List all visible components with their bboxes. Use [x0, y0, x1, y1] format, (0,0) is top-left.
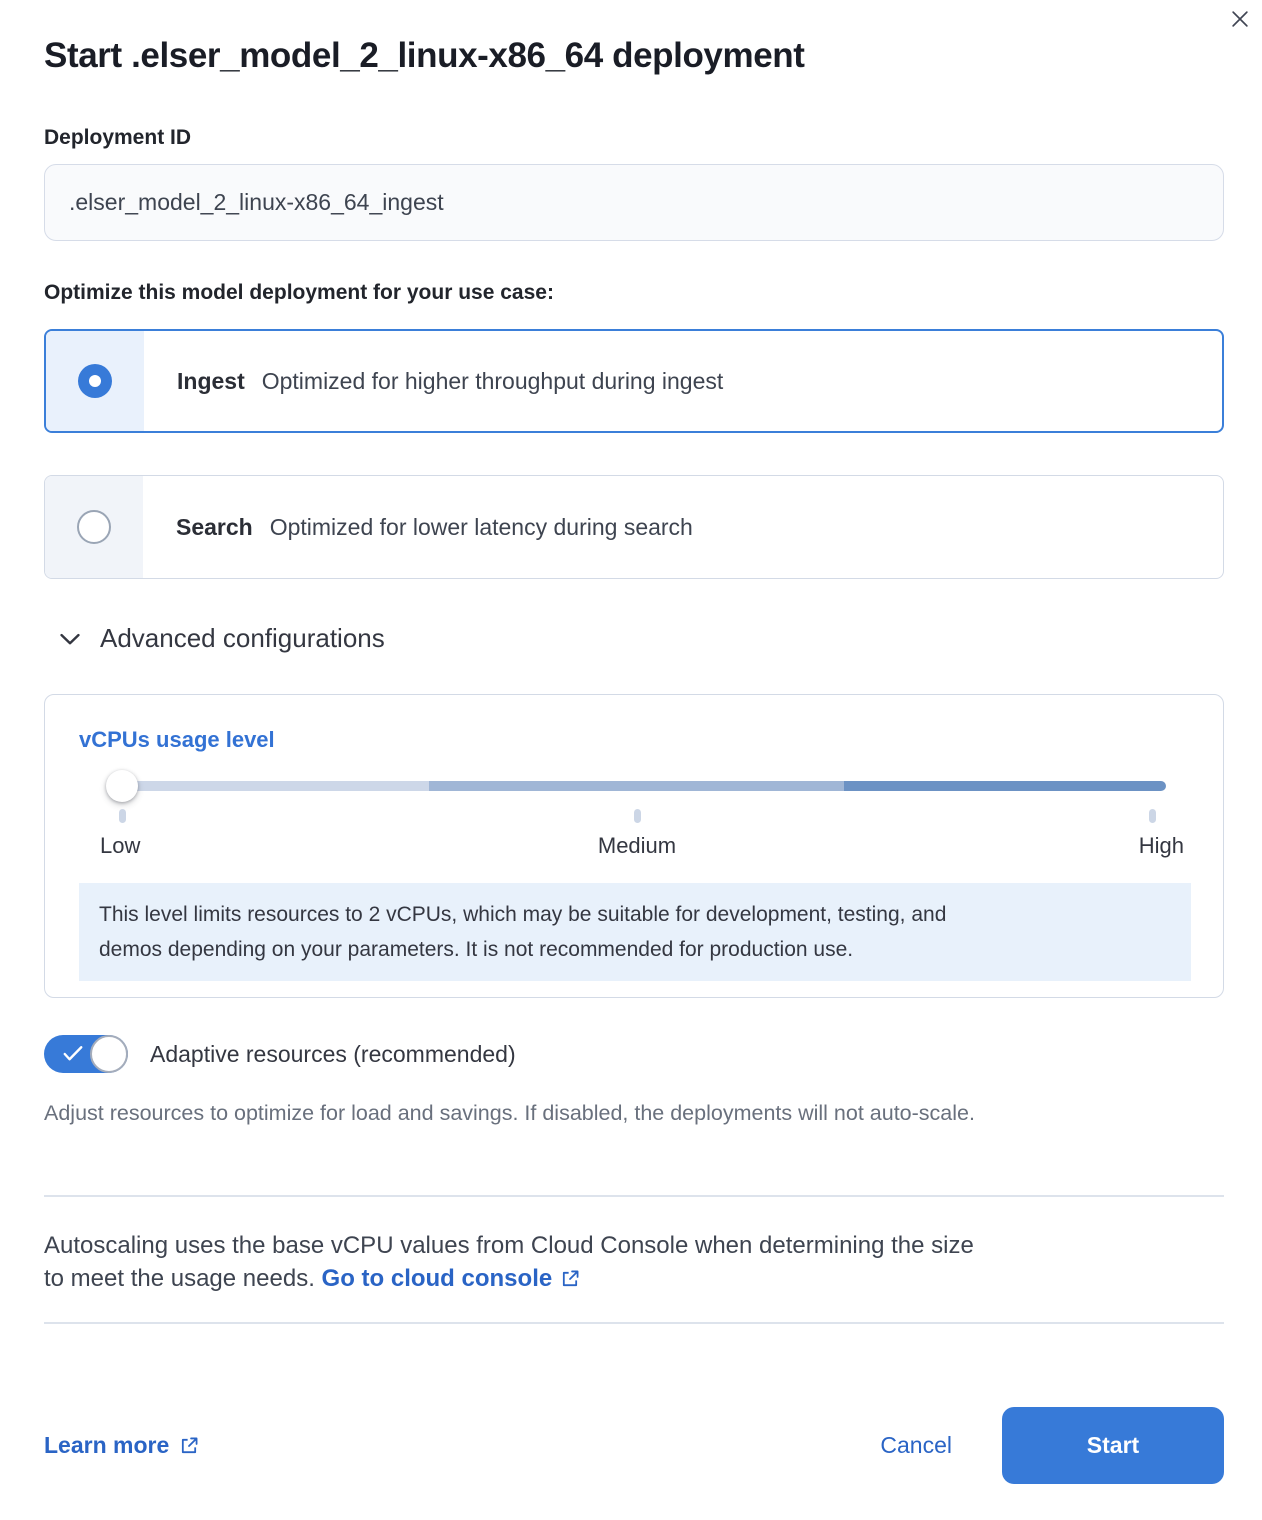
- option-name: Ingest: [177, 367, 245, 394]
- info-text-line2: demos depending on your parameters. It is not recommended for production use.: [99, 938, 854, 961]
- deployment-id-label: Deployment ID: [44, 126, 192, 149]
- modal-title: Start .elser_model_2_linux-x86_64 deployment: [44, 36, 805, 75]
- note-line2: to meet the usage needs.: [44, 1265, 315, 1292]
- track-segment-high: [844, 781, 1166, 791]
- chevron-down-icon: [56, 625, 84, 653]
- use-case-label: Optimize this model deployment for your use case:: [44, 281, 554, 304]
- option-body: [143, 476, 693, 578]
- external-link-icon: [178, 1435, 200, 1457]
- accordion-label: Advanced configurations: [100, 623, 385, 653]
- option-body: [144, 331, 723, 431]
- use-case-option-ingest[interactable]: [44, 329, 1224, 433]
- vcpus-usage-slider[interactable]: [100, 781, 1184, 861]
- vcpus-usage-level-label: vCPUs usage level: [79, 727, 275, 752]
- adaptive-resources-label: Adaptive resources (recommended): [150, 1040, 516, 1067]
- radio-unselected-icon[interactable]: [77, 510, 111, 544]
- go-to-cloud-console-link[interactable]: [322, 1262, 582, 1295]
- footer-actions: [880, 1407, 1224, 1484]
- slider-label-low: Low: [100, 833, 141, 858]
- close-button[interactable]: [1226, 6, 1254, 34]
- option-strip: [45, 476, 143, 578]
- link-label: Go to cloud console: [321, 1265, 553, 1292]
- check-icon: [61, 1044, 85, 1064]
- radio-selected-icon[interactable]: [78, 364, 112, 398]
- adaptive-resources-help-text: Adjust resources to optimize for load and savings. If disabled, the deployments will not auto-scale.: [44, 1101, 975, 1125]
- external-link-icon: [559, 1268, 581, 1290]
- deployment-id-input[interactable]: [44, 164, 1224, 241]
- close-icon: [1229, 8, 1251, 33]
- advanced-configurations-accordion[interactable]: [44, 623, 385, 654]
- track-segment-low: [111, 781, 429, 791]
- adaptive-resources-toggle[interactable]: [44, 1035, 128, 1073]
- slider-track[interactable]: [111, 781, 1166, 791]
- learn-more-link[interactable]: [44, 1432, 200, 1459]
- cancel-button[interactable]: Cancel: [880, 1432, 952, 1458]
- toggle-knob[interactable]: [90, 1035, 128, 1073]
- slider-label-high: High: [1138, 833, 1184, 858]
- modal-footer: [44, 1407, 1224, 1484]
- divider: [44, 1322, 1224, 1324]
- start-button[interactable]: Start: [1002, 1407, 1224, 1484]
- note-line1: Autoscaling uses the base vCPU values from Cloud Console when determining the size: [44, 1232, 974, 1259]
- learn-more-label: Learn more: [44, 1432, 170, 1458]
- track-segment-medium: [429, 781, 844, 791]
- adaptive-resources-row: [44, 1035, 1224, 1073]
- slider-tick-low: [119, 809, 126, 823]
- vcpus-info-box: [79, 883, 1191, 981]
- slider-label-medium: Medium: [597, 833, 677, 858]
- divider: [44, 1195, 1224, 1197]
- option-strip: [46, 331, 144, 431]
- slider-thumb[interactable]: [106, 770, 138, 802]
- info-text-line1: This level limits resources to 2 vCPUs, which may be suitable for development, testing, and: [99, 903, 947, 926]
- option-description: Optimized for lower latency during search: [269, 513, 693, 540]
- advanced-configurations-panel: [44, 694, 1224, 998]
- use-case-option-search[interactable]: [44, 475, 1224, 579]
- slider-tick-medium: [634, 809, 641, 823]
- slider-tick-high: [1149, 809, 1156, 823]
- autoscaling-note: [44, 1229, 1224, 1295]
- option-name: Search: [176, 513, 253, 540]
- option-description: Optimized for higher throughput during ingest: [261, 367, 724, 394]
